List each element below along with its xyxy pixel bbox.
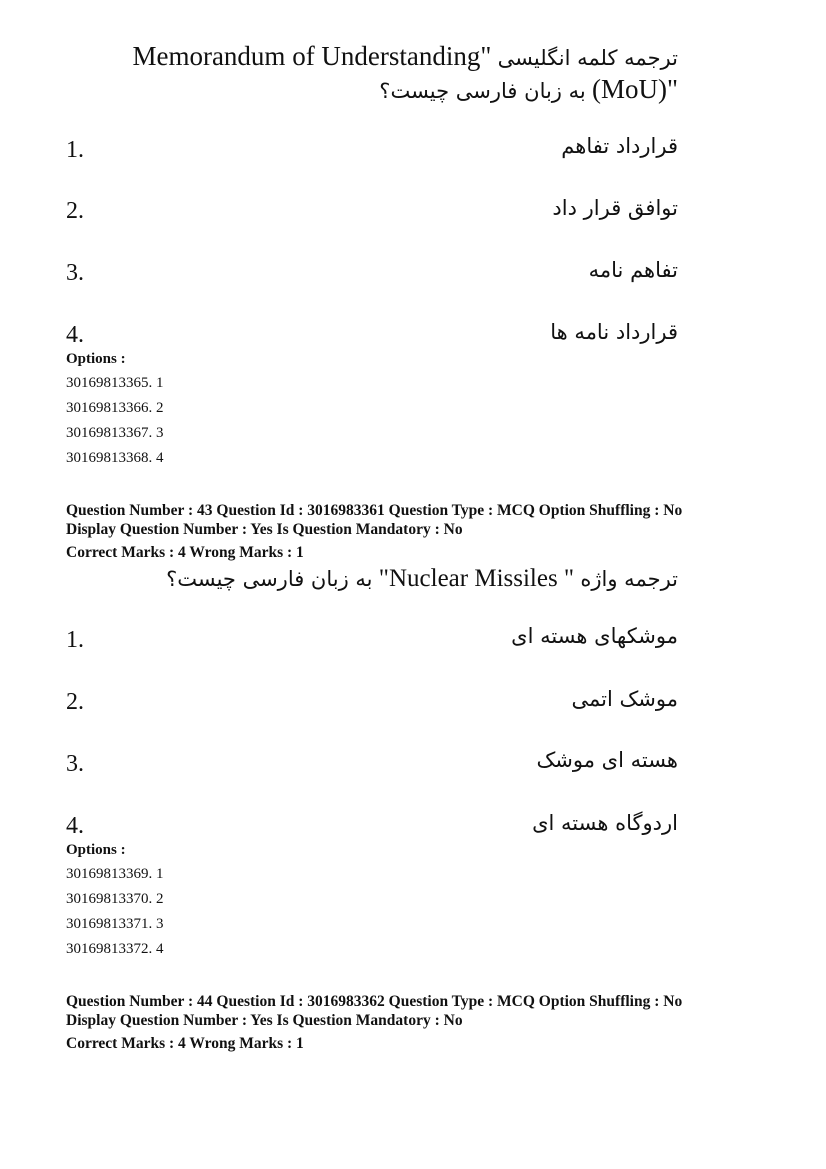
- question-meta-line: Display Question Number : Yes Is Question Mandatory : No: [66, 521, 463, 538]
- question-persian-text: ترجمه واژه: [580, 567, 678, 591]
- choice-number: 2.: [66, 198, 84, 224]
- option-id: 30169813368. 4: [66, 450, 164, 466]
- options-label: Options :: [66, 351, 126, 367]
- question-line-2: [379, 73, 678, 107]
- option-id: 30169813367. 3: [66, 425, 164, 441]
- choice-text: هسته ای موشک: [536, 748, 678, 772]
- choice-number: 3.: [66, 260, 84, 286]
- question-english-term: (MoU)": [591, 74, 678, 104]
- choice-text: موشک اتمی: [571, 687, 678, 711]
- question-persian-text: ترجمه کلمه انگلیسی: [497, 46, 678, 70]
- question-english-term: Memorandum of Understanding": [132, 41, 492, 71]
- choice-number: 2.: [66, 689, 84, 715]
- choice-text: تفاهم نامه: [588, 258, 678, 282]
- question-meta-line: Question Number : 44 Question Id : 3016983362 Question Type : MCQ Option Shuffling : No: [66, 993, 683, 1010]
- choice-number: 1.: [66, 627, 84, 653]
- question-meta-line: Display Question Number : Yes Is Question Mandatory : No: [66, 1012, 463, 1029]
- question-meta-line: Question Number : 43 Question Id : 3016983361 Question Type : MCQ Option Shuffling : No: [66, 502, 683, 519]
- choice-number: 4.: [66, 322, 84, 348]
- question-persian-text: به زبان فارسی چیست؟: [166, 567, 373, 591]
- choice-number: 1.: [66, 137, 84, 163]
- option-id: 30169813365. 1: [66, 375, 164, 391]
- options-label: Options :: [66, 842, 126, 858]
- option-id: 30169813366. 2: [66, 400, 164, 416]
- choice-text: موشکهای هسته ای: [511, 624, 678, 648]
- question-english-term: "Nuclear Missiles ": [378, 565, 575, 592]
- choice-text: قرارداد تفاهم: [561, 134, 678, 158]
- option-id: 30169813371. 3: [66, 916, 164, 932]
- option-id: 30169813369. 1: [66, 866, 164, 882]
- choice-number: 3.: [66, 751, 84, 777]
- marks-line: Correct Marks : 4 Wrong Marks : 1: [66, 544, 304, 561]
- choice-text: قرارداد نامه ها: [550, 320, 678, 344]
- question-line-1: [132, 40, 678, 74]
- option-id: 30169813372. 4: [66, 941, 164, 957]
- choice-text: اردوگاه هسته ای: [532, 811, 678, 835]
- question-persian-text: به زبان فارسی چیست؟: [379, 79, 586, 103]
- marks-line: Correct Marks : 4 Wrong Marks : 1: [66, 1035, 304, 1052]
- option-id: 30169813370. 2: [66, 891, 164, 907]
- choice-number: 4.: [66, 813, 84, 839]
- question-text: [166, 563, 678, 595]
- choice-text: توافق قرار داد: [552, 196, 678, 220]
